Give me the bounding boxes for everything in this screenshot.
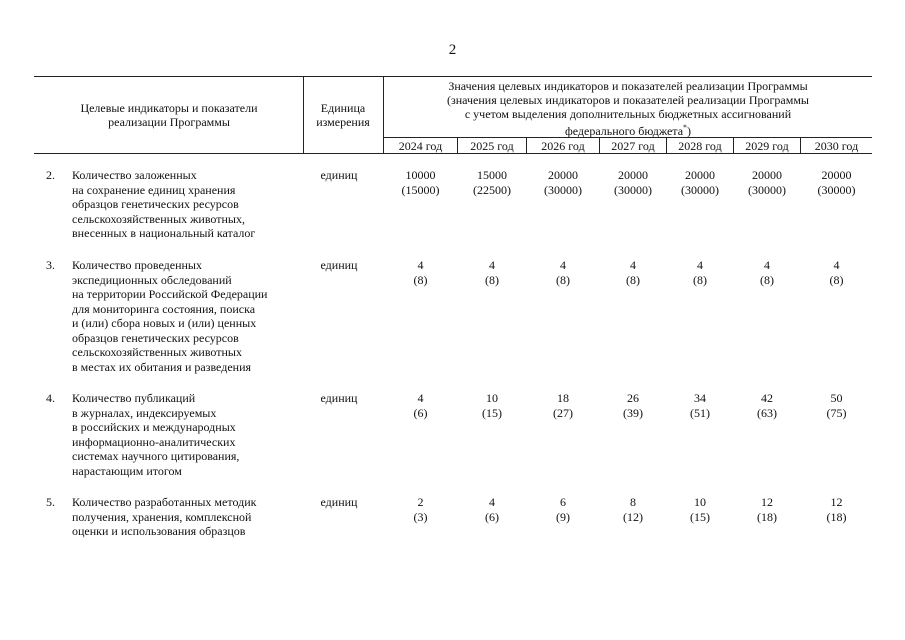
footnote-mark: * [683, 123, 688, 132]
indicator-name: Количество заложенных на сохранение единиц хранения образцов генетических ресурсов сельскохозяйственных животных, внесенных в национальный каталог [72, 168, 256, 240]
value-2030: 20000 (30000) [817, 168, 856, 197]
row-number: 4. [46, 391, 55, 405]
value-2025: 15000 (22500) [473, 168, 511, 197]
row-number: 3. [46, 258, 55, 272]
value-2026: 4 (8) [556, 258, 570, 287]
value-2027: 20000 (30000) [614, 168, 652, 197]
indicator-column-header: Целевые индикаторы и показатели реализации Программы [80, 101, 258, 129]
unit-value: единиц [320, 495, 358, 509]
unit-value: единиц [320, 391, 358, 405]
value-2029: 42 (63) [757, 391, 777, 420]
values-header-close: ) [687, 124, 692, 138]
year-2029: 2029 год [745, 139, 789, 153]
value-2027: 26 (39) [623, 391, 643, 420]
value-2029: 20000 (30000) [748, 168, 786, 197]
year-2027: 2027 год [611, 139, 655, 153]
value-2024: 4 (6) [413, 391, 428, 420]
year-2024: 2024 год [398, 139, 443, 153]
indicator-name: Количество разработанных методик получения, хранения, комплексной оценки и использования образцов [72, 495, 257, 538]
row-number: 5. [46, 495, 55, 509]
value-2029: 12 (18) [757, 495, 777, 524]
year-2030: 2030 год [814, 139, 859, 153]
values-column-header [390, 79, 866, 138]
value-2027: 8 (12) [623, 495, 643, 524]
value-2030: 4 (8) [829, 258, 844, 287]
page-number: 2 [448, 42, 457, 58]
value-2024: 10000 (15000) [401, 168, 440, 197]
value-2025: 4 (6) [485, 495, 499, 524]
value-2028: 34 (51) [690, 391, 710, 420]
values-header-text: Значения целевых индикаторов и показателей реализации Программы (значения целевых индикаторов и показателей реализации Программы с учетом выделения дополнительных бюджетных ассигнований федерального бюджета [447, 79, 809, 138]
year-2025: 2025 год [470, 139, 514, 153]
value-2026: 18 (27) [553, 391, 573, 420]
year-2026: 2026 год [541, 139, 585, 153]
row-number: 2. [46, 168, 55, 182]
value-2026: 20000 (30000) [544, 168, 582, 197]
value-2029: 4 (8) [760, 258, 774, 287]
value-2024: 4 (8) [413, 258, 428, 287]
value-2025: 10 (15) [482, 391, 502, 420]
value-2028: 4 (8) [693, 258, 707, 287]
value-2025: 4 (8) [485, 258, 499, 287]
unit-value: единиц [320, 168, 358, 182]
header-bottom-rule [34, 153, 872, 154]
value-2024: 2 (3) [413, 495, 428, 524]
indicator-name: Количество проведенных экспедиционных обследований на территории Российской Федерации для мониторинга состояния, поиска и (или) сбора новых и (или) ценных образцов генетических ресурсов сельскохозяйственных животных в местах их обитания и разведения [72, 258, 268, 374]
unit-value: единиц [320, 258, 358, 272]
value-2028: 10 (15) [690, 495, 710, 524]
value-2030: 12 (18) [826, 495, 847, 524]
value-2028: 20000 (30000) [681, 168, 719, 197]
indicator-name: Количество публикаций в журналах, индексируемых в российских и международных информационно-аналитических системах научного цитирования, нарастающим итогом [72, 391, 240, 478]
unit-column-header: Единица измерения [316, 101, 370, 129]
value-2030: 50 (75) [826, 391, 847, 420]
value-2027: 4 (8) [626, 258, 640, 287]
divider-indicator-unit [303, 76, 304, 153]
table-top-rule [34, 76, 872, 77]
value-2026: 6 (9) [556, 495, 570, 524]
year-2028: 2028 год [678, 139, 722, 153]
